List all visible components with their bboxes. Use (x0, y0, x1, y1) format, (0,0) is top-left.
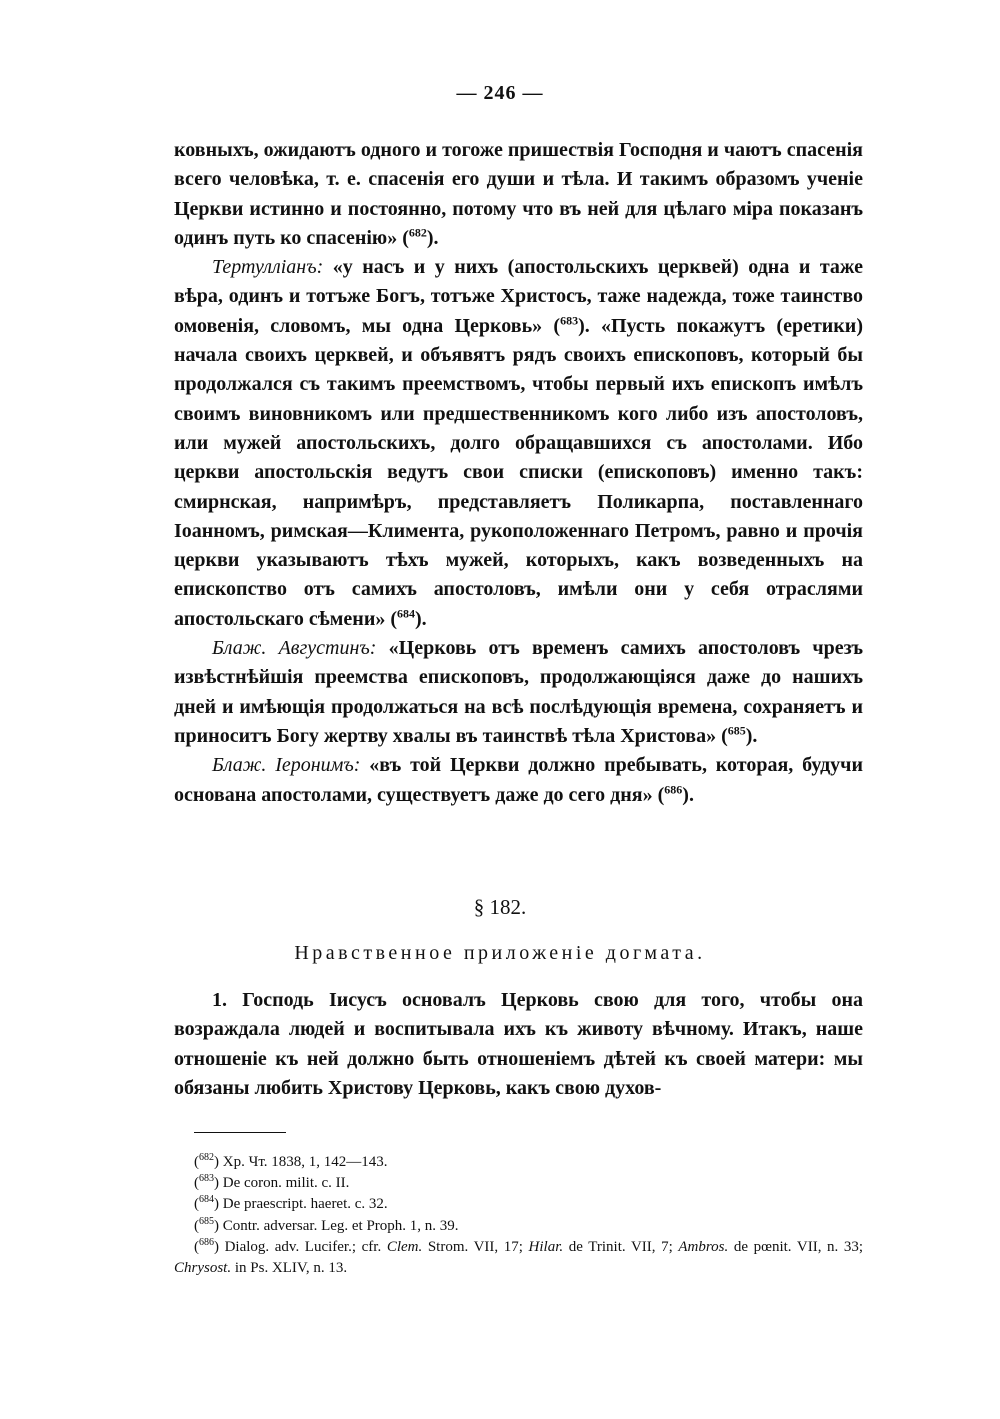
footnote: ($^{684}$) De praescript. haeret. c. 32. (194, 1194, 388, 1213)
footnote-ref: 685 (727, 723, 746, 738)
cited-author: Clem. (386, 1238, 423, 1255)
footnote-number: 684 (199, 1194, 214, 1206)
footnote-number: 686 (199, 1236, 214, 1248)
page-number: — 246 — (456, 82, 544, 104)
footnote-text: Strom. VII, 17; (427, 1238, 523, 1255)
footnote-number: 683 (199, 1173, 214, 1185)
footnote-text: Хр. Чт. 1838, 1, 142—143. (222, 1154, 388, 1170)
footnote: ($^{686}$) Dialog. adv. Lucifer.; cfr. Clem. Strom. VII, 17; Hilar. de Trinit. VII, 7; Ambros. de pœnit. VII, n. 33; Chrysost. in Ps. XLIV, n. 13. (174, 1236, 864, 1277)
footnote: ($^{685}$) Contr. adversar. Leg. et Proph. 1, n. 39. (194, 1215, 459, 1234)
paragraph-text: «Церковь отъ временъ самихъ апостоловъ чрезъ извѣстнѣйшія преемства епископовъ, продолжающіяся даже до нашихъ дней и имѣющія продолжаться на всѣ послѣдующія времена, сохраняетъ и приноситъ Богу жертву хвалы въ таинствѣ тѣла Христова» (174, 637, 864, 747)
paragraph: Тертулліанъ: «у насъ и у нихъ (апостольскихъ церквей) одна и таже вѣра, одинъ и тотъже Богъ, тотъже Христосъ, таже надежда, тоже таинство омовенія, словомъ, мы одна Церковь» ($^{683}$). «Пусть покажутъ (еретики) начала своихъ церквей, и объявятъ рядъ своихъ епископовъ, который бы продолжался съ такимъ преемствомъ, чтобы первый ихъ епископъ имѣлъ своимъ виновникомъ или предшественникомъ кого либо изъ апостоловъ, или мужей апостольскихъ, долго обращавшихся съ апостолами. Ибо церкви апостольскія ведутъ свои списки (епископовъ) именно такъ: смирнская, напримѣръ, представляетъ Поликарпа, поставленнаго Іоанномъ, римская—Климента, рукоположеннаго Петромъ, равно и прочія церкви указываютъ тѣхъ мужей, которыхъ, какъ возведенныхъ на епископство отъ самихъ апостоловъ, имѣли они у себя отраслями апостольскаго сѣмени» ($^{684}$). (174, 256, 864, 630)
footnote-ref: 682 (408, 225, 427, 240)
footnote-text: De praescript. haeret. c. 32. (222, 1196, 388, 1213)
footnote: ($^{683}$) De coron. milit. c. II. (194, 1173, 350, 1192)
paragraph: Блаж. Іеронимъ: «въ той Церкви должно пребывать, которая, будучи основана апостолами, существуетъ даже до сего дня» ($^{686}$). (174, 754, 863, 806)
cited-author: Chrysost. (174, 1260, 232, 1277)
footnote-ref: 684 (397, 606, 416, 621)
paragraph: ковныхъ, ожидаютъ одного и тогоже пришествія Господня и чаютъ спасенія всего человѣка, т. е. спасенія его души и тѣла. И такимъ образомъ ученіе Церкви истинно и постоянно, потому что въ ней для цѣлаго міра показанъ одинъ путь ко спасенію» ($^{682}$). (174, 139, 863, 249)
footnote-ref: 686 (664, 781, 683, 796)
paragraph-text: . «Пусть покажутъ (еретики) начала своихъ церквей, и объявятъ рядъ своихъ епископовъ, который бы продолжался съ такимъ преемствомъ, чтобы первый ихъ епископъ имѣлъ своимъ виновникомъ или предшественникомъ кого либо изъ апостоловъ, или мужей апостольскихъ, долго обращавшихся съ апостолами. Ибо церкви апостольскія ведутъ свои списки (епископовъ) именно такъ: смирнская, напримѣръ, представляетъ Поликарпа, поставленнаго Іоанномъ, римская—Климента, рукоположеннаго Петромъ, равно и прочія церкви указываютъ тѣхъ мужей, которыхъ, какъ возведенныхъ на епископство отъ самихъ апостоловъ, имѣли они у себя отраслями апостольскаго сѣмени» (174, 314, 863, 630)
paragraph-text: «у насъ и у нихъ (апостольскихъ церквей) одна и таже вѣра, одинъ и тотъже Богъ, тотъже Христосъ, таже надежда, тоже таинство омовенія, словомъ, мы одна Церковь» (174, 256, 864, 337)
section-title: Нравственное приложеніе догмата. (294, 942, 706, 964)
author-name: Блаж. Августинъ: (212, 637, 377, 660)
author-name: Блаж. Іеронимъ: (212, 754, 361, 777)
footnote-text: in Ps. XLIV, n. 13. (234, 1260, 348, 1277)
main-text (174, 136, 863, 810)
footnote-number: 682 (199, 1152, 214, 1163)
paragraph-text: «въ той Церкви должно пребывать, которая, будучи основана апостолами, существуетъ даже до сего дня» (174, 754, 863, 806)
paragraph-text: ковныхъ, ожидаютъ одного и тогоже пришествія Господня и чаютъ спасенія всего человѣка, т. е. спасенія его души и тѣла. И такимъ образомъ ученіе Церкви истинно и постоянно, потому что въ ней для цѣлаго міра показанъ одинъ путь ко спасенію» (174, 139, 863, 249)
footnote-text: de Trinit. VII, 7; (568, 1238, 673, 1255)
section-number: § 182. (473, 895, 527, 919)
footnotes (174, 1152, 863, 1279)
footnote-text: De coron. milit. c. II. (222, 1175, 350, 1192)
footnote-text: de pœnit. VII, n. 33; (733, 1238, 864, 1255)
footnote-text: Dialog. adv. Lucifer.; cfr. (224, 1238, 382, 1255)
cited-author: Hilar. (528, 1238, 564, 1255)
paragraph: 1. Господь Іисусъ основалъ Церковь свою для того, чтобы она возраждала людей и воспитывала ихъ къ животу вѣчному. Итакъ, наше отношеніе къ ней должно быть отношеніемъ дѣтей къ своей матери: мы обязаны любить Христову Церковь, какъ свою духов- (174, 989, 863, 1099)
footnote-divider (194, 1132, 286, 1133)
footnote: ($^{682}$) Хр. Чт. 1838, 1, 142—143. (194, 1152, 388, 1170)
footnote-text: Contr. adversar. Leg. et Proph. 1, n. 39. (222, 1217, 459, 1234)
paragraph: Блаж. Августинъ: «Церковь отъ временъ самихъ апостоловъ чрезъ извѣстнѣйшія преемства епископовъ, продолжающіяся даже до нашихъ дней и имѣющія продолжаться на всѣ послѣдующія времена, сохраняетъ и приноситъ Богу жертву хвалы въ таинствѣ тѣла Христова» ($^{685}$). (174, 637, 864, 747)
author-name: Тертулліанъ: (212, 256, 324, 279)
footnote-ref: 683 (560, 313, 579, 328)
footnote-number: 685 (199, 1215, 214, 1227)
section-text (174, 986, 863, 1103)
cited-author: Ambros. (678, 1238, 729, 1255)
